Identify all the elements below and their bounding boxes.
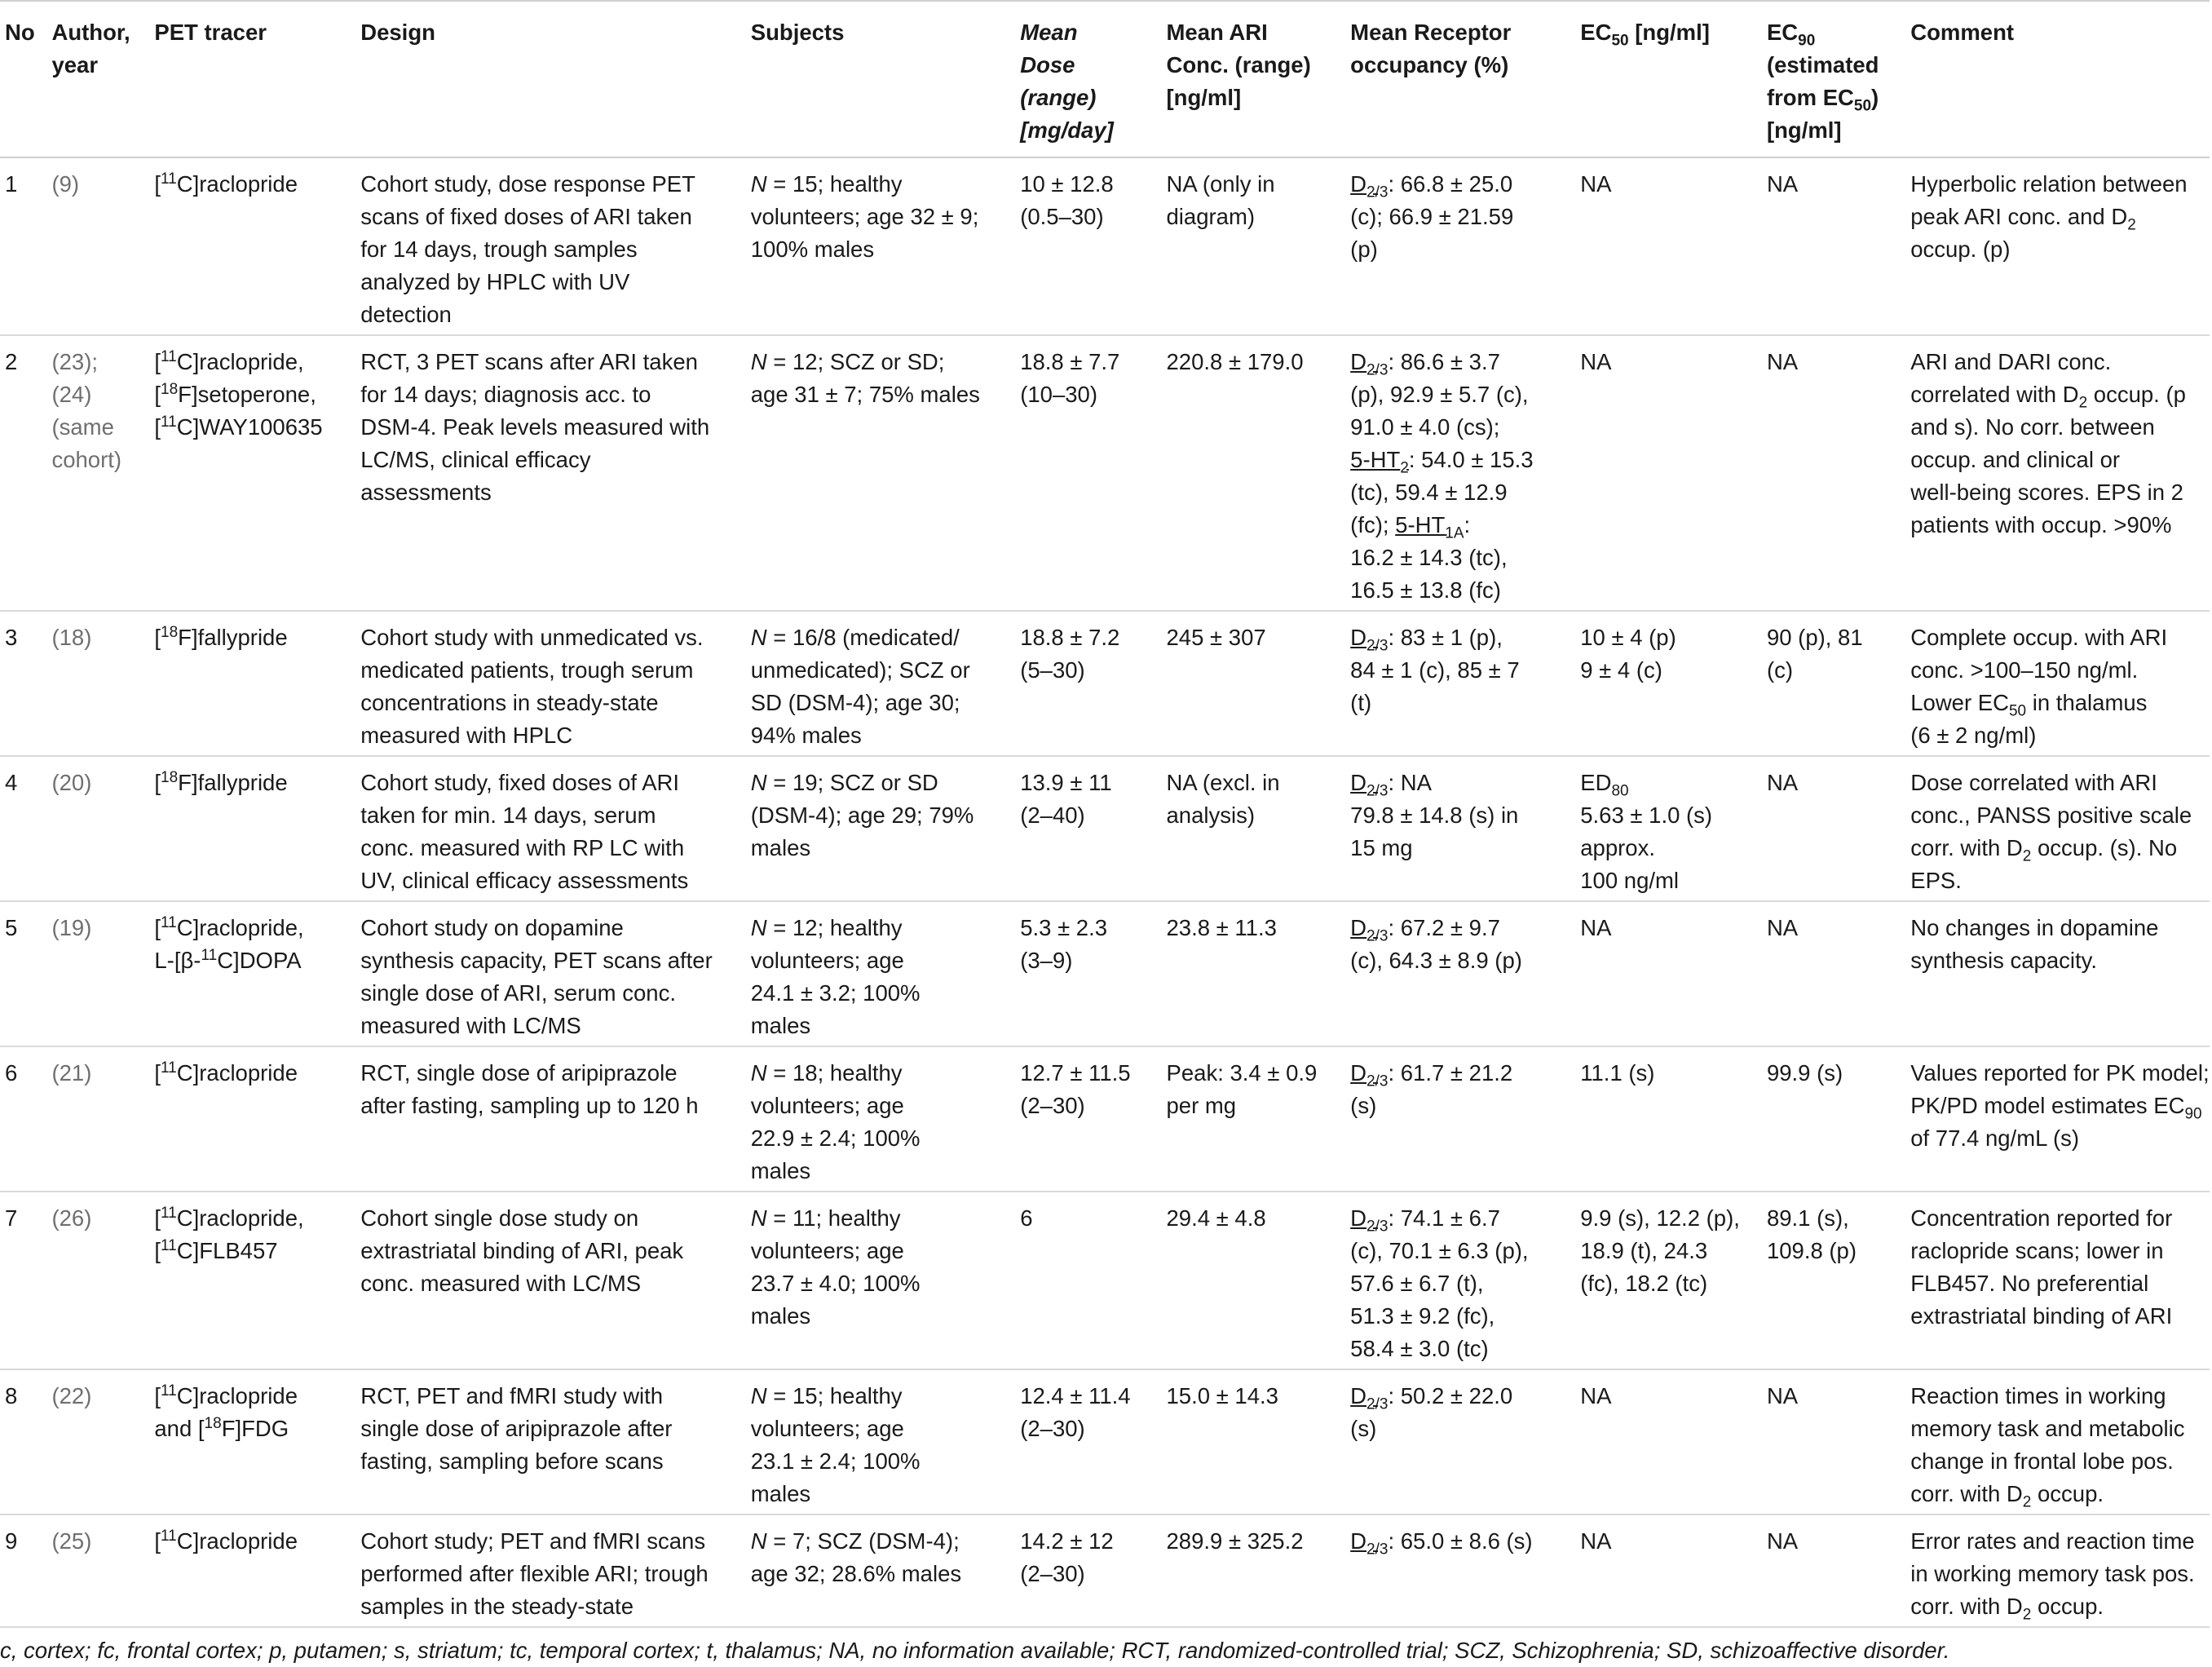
cell-subjects: N = 19; SCZ or SD (DSM-4); age 29; 79% males xyxy=(750,770,974,860)
cell-tracer: [$^{11}$C]raclopride xyxy=(154,1527,298,1554)
cell-tracer: [$^{11}$C]raclopride, [$^{11}$C]FLB457 xyxy=(154,1204,304,1263)
table-row xyxy=(0,1192,2210,1369)
cell-dose: 14.2 ± 12 (2–30) xyxy=(1020,1528,1114,1586)
cell-design: RCT, single dose of aripiprazole after fasting, sampling up to 120 h xyxy=(360,1060,699,1118)
cell-occupancy: $D_{2/3}$: 50.2 ± 22.0 (s) xyxy=(1350,1383,1513,1441)
cell-subjects: N = 11; healthy volunteers; age 23.7 ± 4.0; 100% males xyxy=(750,1205,921,1329)
header-conc: Mean ARI Conc. (range) [ng/ml] xyxy=(1166,20,1311,110)
cell-ec50: 9.9 (s), 12.2 (p), 18.9 (t), 24.3 (fc), 18.2 (tc) xyxy=(1580,1205,1740,1296)
cell-occupancy: $D_{2/3}$: 83 ± 1 (p), 84 ± 1 (c), 85 ± 7 (t) xyxy=(1350,625,1520,715)
cell-conc: NA (only in diagram) xyxy=(1166,171,1275,229)
cell-subjects: N = 15; healthy volunteers; age 32 ± 9; 100% males xyxy=(750,171,979,262)
cell-subjects: N = 18; healthy volunteers; age 22.9 ± 2.4; 100% males xyxy=(750,1060,921,1183)
cell-author: (9) xyxy=(51,171,80,197)
cell-tracer: [$^{11}$C]raclopride and [$^{18}$F]FDG xyxy=(154,1382,298,1441)
cell-no: 2 xyxy=(5,349,18,374)
cell-ec90: NA xyxy=(1766,171,1799,197)
cell-author: (25) xyxy=(51,1528,92,1554)
header-tracer: PET tracer xyxy=(154,20,267,45)
cell-occupancy: $D_{2/3}$: NA 79.8 ± 14.8 (s) in 15 mg xyxy=(1350,770,1519,860)
cell-comment: Reaction times in working memory task and metabolic change in frontal lobe pos. corr. with $D_2$ occup. xyxy=(1910,1383,2185,1511)
cell-ec50: NA xyxy=(1580,1383,1612,1408)
header-dose: Mean Dose (range) [mg/day] xyxy=(1020,20,1114,143)
cell-ec90: 89.1 (s), 109.8 (p) xyxy=(1766,1205,1857,1263)
table-row xyxy=(0,756,2210,901)
table-row xyxy=(0,901,2210,1046)
cell-no: 6 xyxy=(5,1060,18,1086)
cell-author: (22) xyxy=(51,1383,92,1408)
cell-ec90: NA xyxy=(1766,770,1799,795)
cell-conc: NA (excl. in analysis) xyxy=(1166,770,1280,828)
cell-design: Cohort study, fixed doses of ARI taken for min. 14 days, serum conc. measured with RP LC with UV, clinical efficacy assessments xyxy=(360,770,689,893)
cell-tracer: [$^{11}$C]raclopride xyxy=(154,170,298,197)
header-design: Design xyxy=(360,20,435,45)
cell-occupancy: $D_{2/3}$: 66.8 ± 25.0 (c); 66.9 ± 21.59 (p) xyxy=(1350,171,1514,262)
cell-dose: 18.8 ± 7.7 (10–30) xyxy=(1020,349,1120,407)
cell-no: 7 xyxy=(5,1205,18,1231)
cell-tracer: [$^{11}$C]raclopride, L-[β-$^{11}$C]DOPA xyxy=(154,913,304,973)
cell-comment: ARI and DARI conc. correlated with $D_2$ occup. (p and s). No corr. between occup. and clinical or well-being scores. EPS in 2 patients with occup. >90% xyxy=(1910,349,2186,537)
cell-comment: Error rates and reaction time in working memory task pos. corr. with $D_2$ occup. xyxy=(1910,1528,2195,1624)
table-row xyxy=(0,335,2210,611)
cell-subjects: N = 7; SCZ (DSM-4); age 32; 28.6% males xyxy=(750,1528,962,1586)
cell-ec50: NA xyxy=(1580,171,1612,197)
cell-author: (21) xyxy=(51,1060,92,1086)
cell-ec90: 90 (p), 81 (c) xyxy=(1766,625,1863,683)
cell-conc: 245 ± 307 xyxy=(1166,625,1266,650)
cell-no: 5 xyxy=(5,915,18,940)
cell-ec90: NA xyxy=(1766,915,1799,940)
cell-design: Cohort study, dose response PET scans of fixed doses of ARI taken for 14 days, trough samples analyzed by HPLC with UV detection xyxy=(360,171,695,327)
table-row xyxy=(0,157,2210,335)
cell-conc: 15.0 ± 14.3 xyxy=(1166,1383,1278,1408)
cell-ec50: NA xyxy=(1580,1528,1612,1554)
cell-author: (23); (24) (same cohort) xyxy=(51,349,122,472)
cell-tracer: [$^{18}$F]fallypride xyxy=(154,768,288,795)
cell-comment: Concentration reported for raclopride scans; lower in FLB457. No preferential extrastriatal binding of ARI xyxy=(1910,1205,2173,1329)
cell-conc: Peak: 3.4 ± 0.9 per mg xyxy=(1166,1060,1318,1118)
cell-dose: 18.8 ± 7.2 (5–30) xyxy=(1020,625,1120,683)
cell-ec50: 11.1 (s) xyxy=(1580,1060,1655,1086)
cell-dose: 12.7 ± 11.5 (2–30) xyxy=(1020,1060,1131,1118)
cell-ec50: 10 ± 4 (p) 9 ± 4 (c) xyxy=(1580,625,1676,683)
cell-subjects: N = 12; SCZ or SD; age 31 ± 7; 75% males xyxy=(750,349,980,407)
table-footnote: c, cortex; fc, frontal cortex; p, putamen; s, striatum; tc, temporal cortex; t, thalamus; NA, no information available; RCT, randomized-controlled trial; SCZ, Schizophrenia; SD, schizoaffective disorder. xyxy=(0,1638,1950,1663)
cell-conc: 23.8 ± 11.3 xyxy=(1166,915,1277,940)
header-occupancy: Mean Receptor occupancy (%) xyxy=(1350,20,1512,77)
cell-occupancy: $D_{2/3}$: 65.0 ± 8.6 (s) xyxy=(1350,1528,1533,1559)
header-author: Author, year xyxy=(51,20,130,77)
cell-tracer: [$^{18}$F]fallypride xyxy=(154,623,288,650)
header-ec50: $EC_{50}$ [ng/ml] xyxy=(1580,20,1710,50)
cell-ec90: 99.9 (s) xyxy=(1766,1060,1843,1086)
cell-design: RCT, PET and fMRI study with single dose of aripiprazole after fasting, sampling before scans xyxy=(360,1383,673,1474)
table-row xyxy=(0,1514,2210,1627)
cell-conc: 29.4 ± 4.8 xyxy=(1166,1205,1266,1231)
cell-dose: 10 ± 12.8 (0.5–30) xyxy=(1020,171,1114,229)
cell-occupancy: $D_{2/3}$: 86.6 ± 3.7 (p), 92.9 ± 5.7 (c), 91.0 ± 4.0 (cs); $5-HT_2$: 54.0 ± 15.3 (tc), 59.4 ± 12.9 (fc); $5-HT_{1A}$: 16.2 ± 14.3 (tc), 16.5 ± 13.8 (fc) xyxy=(1350,349,1534,603)
cell-comment: Complete occup. with ARI conc. >100–150 ng/ml. Lower $EC_{50}$ in thalamus (6 ± 2 ng/ml) xyxy=(1910,625,2168,748)
cell-conc: 289.9 ± 325.2 xyxy=(1166,1528,1304,1554)
cell-dose: 12.4 ± 11.4 (2–30) xyxy=(1020,1383,1131,1441)
cell-design: Cohort study with unmedicated vs. medicated patients, trough serum concentrations in steady-state measured with HPLC xyxy=(360,625,704,748)
cell-no: 8 xyxy=(5,1383,18,1408)
cell-comment: No changes in dopamine synthesis capacity. xyxy=(1910,915,2159,973)
cell-author: (20) xyxy=(51,770,92,795)
cell-ec90: NA xyxy=(1766,349,1799,374)
cell-dose: 13.9 ± 11 (2–40) xyxy=(1020,770,1112,828)
cell-ec50: $ED_{80}$ 5.63 ± 1.0 (s) approx. 100 ng/ml xyxy=(1580,770,1713,893)
cell-dose: 5.3 ± 2.3 (3–9) xyxy=(1020,915,1108,973)
header-row xyxy=(0,1,2210,157)
cell-occupancy: $D_{2/3}$: 61.7 ± 21.2 (s) xyxy=(1350,1060,1513,1118)
cell-author: (18) xyxy=(51,625,92,650)
cell-author: (26) xyxy=(51,1205,92,1231)
header-comment: Comment xyxy=(1910,20,2015,45)
cell-occupancy: $D_{2/3}$: 67.2 ± 9.7 (c), 64.3 ± 8.9 (p) xyxy=(1350,915,1522,973)
cell-design: Cohort study; PET and fMRI scans performed after flexible ARI; trough samples in the steady-state xyxy=(360,1528,709,1619)
cell-subjects: N = 15; healthy volunteers; age 23.1 ± 2.4; 100% males xyxy=(750,1383,921,1506)
cell-ec90: NA xyxy=(1766,1528,1799,1554)
cell-design: Cohort study on dopamine synthesis capacity, PET scans after single dose of ARI, serum conc. measured with LC/MS xyxy=(360,915,713,1038)
cell-ec50: NA xyxy=(1580,349,1612,374)
cell-no: 3 xyxy=(5,625,18,650)
header-no: No xyxy=(5,20,35,45)
cell-subjects: N = 12; healthy volunteers; age 24.1 ± 3.2; 100% males xyxy=(750,915,921,1038)
table-row xyxy=(0,611,2210,756)
header-ec90: $EC_{90}$ (estimated from $EC_{50}$) [ng/ml] xyxy=(1766,20,1879,143)
cell-no: 9 xyxy=(5,1528,18,1554)
cell-comment: Dose correlated with ARI conc., PANSS positive scale corr. with $D_2$ occup. (s). No EPS. xyxy=(1910,770,2192,893)
cell-conc: 220.8 ± 179.0 xyxy=(1166,349,1304,374)
cell-no: 1 xyxy=(5,171,18,197)
cell-ec50: NA xyxy=(1580,915,1612,940)
cell-comment: Hyperbolic relation between peak ARI conc. and $D_2$ occup. (p) xyxy=(1910,171,2188,262)
cell-tracer: [$^{11}$C]raclopride, [$^{18}$F]setoperone, [$^{11}$C]WAY100635 xyxy=(154,347,323,440)
cell-subjects: N = 16/8 (medicated/ unmedicated); SCZ or SD (DSM-4); age 30; 94% males xyxy=(750,625,970,748)
cell-design: Cohort single dose study on extrastriatal binding of ARI, peak conc. measured with LC/MS xyxy=(360,1205,684,1296)
cell-occupancy: $D_{2/3}$: 74.1 ± 6.7 (c), 70.1 ± 6.3 (p), 57.6 ± 6.7 (t), 51.3 ± 9.2 (fc), 58.4 ± 3.0 (tc) xyxy=(1350,1205,1529,1361)
table-row xyxy=(0,1046,2210,1192)
table-row xyxy=(0,1369,2210,1514)
header-subjects: Subjects xyxy=(750,20,845,45)
cell-author: (19) xyxy=(51,915,92,940)
cell-no: 4 xyxy=(5,770,18,795)
cell-tracer: [$^{11}$C]raclopride xyxy=(154,1059,298,1086)
cell-comment: Values reported for PK model; PK/PD model estimates $EC_{90}$ of 77.4 ng/mL (s) xyxy=(1910,1060,2210,1151)
cell-design: RCT, 3 PET scans after ARI taken for 14 days; diagnosis acc. to DSM-4. Peak levels measured with LC/MS, clinical efficacy assessments xyxy=(360,349,710,505)
cell-dose: 6 xyxy=(1020,1205,1033,1231)
cell-ec90: NA xyxy=(1766,1383,1799,1408)
